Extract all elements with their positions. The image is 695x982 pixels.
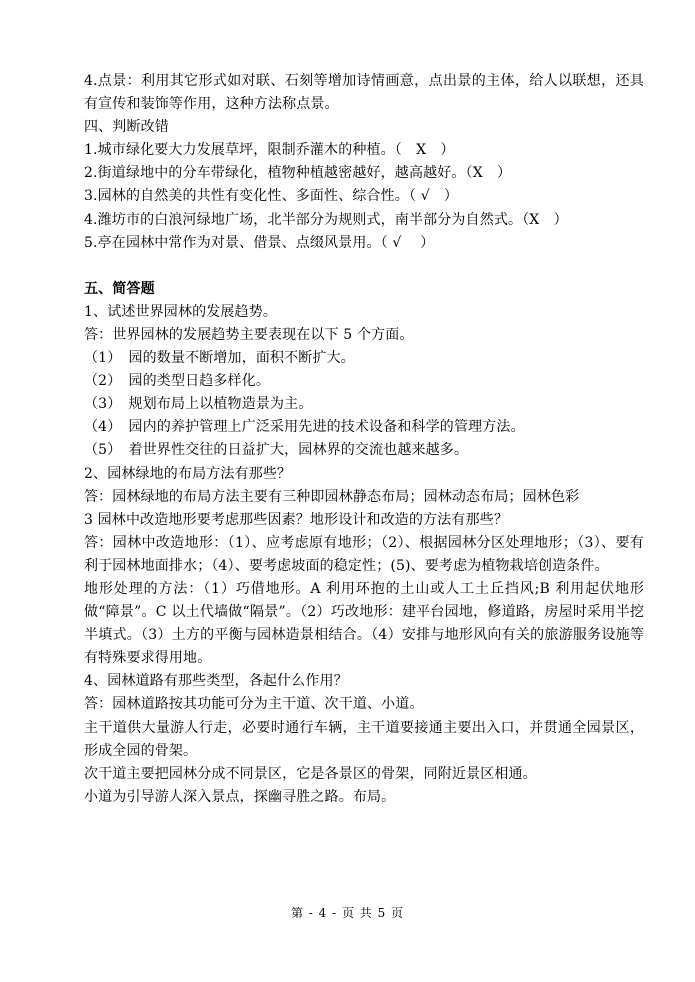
page-footer: 第 - 4 - 页 共 5 页: [290, 906, 405, 920]
paragraph-dianjing: 4.点景：利用其它形式如对联、石刻等增加诗情画意，点出景的主体，给人以联想，还具有宣传和装饰等作用，这种方法称点景。: [84, 73, 644, 113]
spacer: [84, 255, 644, 278]
section-heading-judge: 四、判断改错: [84, 119, 169, 136]
q4-question: 4、园林道路有那些类型，各起什么作用？: [84, 673, 348, 690]
q1-point-5: （5） 着世界性交往的日益扩大，园林界的交流也越来越多。: [84, 442, 469, 459]
judge-item-1: 1.城市绿化要大力发展草坪，限制乔灌木的种植。（ X ）: [84, 142, 455, 159]
q3-methods: 地形处理的方法：（1）巧借地形。A 利用环抱的土山或人工土丘挡风;B 利用起伏地形做“障景”。C 以土代墙做“隔景”。（2）巧改地形：建平台园地，修道路，房屋时采用半挖半填式。（3）土方的平衡与园林造景相结合。（4）安排与地形风向有关的旅游服务设施等有特殊要求得用地。: [84, 580, 644, 667]
q3-answer: 答：园林中改造地形：（1）、应考虑原有地形；（2）、根据园林分区处理地形；（3）、要有利于园林地面排水；（4）、要考虑坡面的稳定性；(5)、要考虑为植物栽培创造条件。: [84, 534, 644, 574]
judge-item-2: 2.街道绿地中的分车带绿化，植物种植越密越好，越高越好。（X ）: [84, 165, 512, 182]
judge-item-4: 4.潍坊市的白浪河绿地广场，北半部分为规则式，南半部分为自然式。（X ）: [84, 211, 568, 228]
q4-main-road: 主干道供大量游人行走，必要时通行车辆，主干道要接通主要出入口，并贯通全园景区，形成全园的骨架。: [84, 719, 644, 759]
document-body: [84, 70, 644, 809]
q4-path: 小道为引导游人深入景点，探幽寻胜之路。布局。: [84, 788, 396, 805]
judge-item-5: 5.亭在园林中常作为对景、借景、点缀风景用。（ √ ）: [84, 234, 435, 251]
judge-item-3: 3.园林的自然美的共性有变化性、多面性、综合性。（ √ ）: [84, 188, 459, 205]
q1-point-3: （3） 规划布局上以植物造景为主。: [84, 396, 313, 413]
q4-secondary-road: 次干道主要把园林分成不同景区，它是各景区的骨架，同附近景区相通。: [84, 765, 537, 782]
q1-point-1: （1） 园的数量不断增加，面积不断扩大。: [84, 350, 355, 367]
q1-answer: 答：世界园林的发展趋势主要表现在以下 5 个方面。: [84, 326, 414, 343]
q4-answer: 答：园林道路按其功能可分为主干道、次干道、小道。: [84, 696, 424, 713]
q3-question: 3 园林中改造地形要考虑那些因素？地形设计和改造的方法有那些？: [84, 511, 509, 528]
q1-question: 1、试述世界园林的发展趋势。: [84, 303, 278, 320]
q2-answer: 答：园林绿地的布局方法主要有三种即园林静态布局；园林动态布局；园林色彩: [84, 488, 580, 505]
section-heading-short-answer: 五、简答题: [84, 280, 155, 297]
q1-point-4: （4） 园内的养护管理上广泛采用先进的技术设备和科学的管理方法。: [84, 419, 525, 436]
q2-question: 2、园林绿地的布局方法有那些？: [84, 465, 292, 482]
q1-point-2: （2） 园的类型日趋多样化。: [84, 373, 271, 390]
